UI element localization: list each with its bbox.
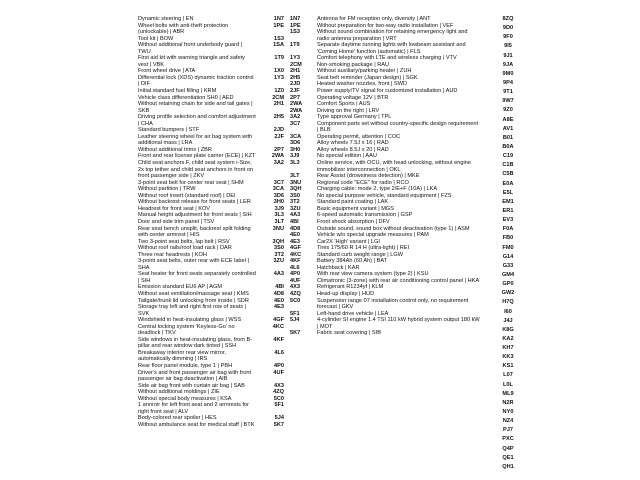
equipment-description: Storage tray left and right first row of seats | SVK [138,304,247,317]
equipment-code: 1X0 [274,68,284,75]
equipment-code: 5C0 [273,395,284,402]
equipment-description: Without additional front underbody guard | TWU [138,42,243,55]
equipment-code: 3L3 [290,160,300,167]
option-code: C5B [502,171,514,178]
option-code: C1B [502,162,514,169]
option-code: K8G [502,326,514,333]
equipment-description: Two 3-point seat belts, lap belt | RSV [138,238,230,245]
option-code: GW2 [501,290,515,297]
equipment-description: 6-speed automatic transmission | GSP [317,212,413,219]
equipment-row [138,101,284,114]
equipment-description: No special purpose vehicle, standard equipment | FZS [317,192,452,199]
equipment-description: 3-point seat belts, outer rear with ECE label | SHA [138,258,249,271]
equipment-code: 2P7 [274,146,284,153]
equipment-code: 4A3 [273,271,284,278]
equipment-code: 3LT [274,218,284,225]
equipment-row [138,271,284,284]
option-code: GM4 [501,271,515,278]
option-code: KA2 [502,335,514,342]
equipment-description: Operating permit, attention | COC [317,133,401,140]
option-code: KH7 [502,345,514,352]
option-code: 9J1 [503,52,513,59]
option-code: G33 [502,262,514,269]
equipment-row [138,324,284,337]
equipment-code: 3H0 [290,146,301,153]
equipment-code: 4ZQ [273,389,284,396]
equipment-code: 5C0 [290,297,301,304]
equipment-description: Suspension range 07 installation control only, no requirement forecast | GKV [317,297,469,311]
equipment-description: Side air bag front with curtain air bag | SAB [138,382,245,389]
equipment-code: 1S3 [274,35,284,42]
equipment-description: 4-cylinder SI engine 1.4 TSI 110 kW hybrid system output 180 kW | MOT [317,317,480,330]
option-code: E5L [502,189,514,196]
option-code: PJ7 [503,427,513,434]
equipment-description: 3-point seat belt for center rear seat | SHM [138,179,244,186]
equipment-code: 3NU [272,225,284,232]
equipment-code: 2WA [290,107,303,114]
equipment-row [290,330,485,337]
equipment-row [138,160,284,180]
option-code: C19 [502,153,514,160]
equipment-description: Breakaway interior rear view mirror, automatically dimming | IRS [138,349,226,363]
equipment-description: Head-up display | HUD [317,290,375,297]
option-code: KK3 [502,354,514,361]
equipment-code: 1T9 [290,42,300,49]
option-code: EV3 [502,217,514,224]
equipment-code: 1Y3 [290,55,300,62]
equipment-description: Differential lock (XDS) dynamic traction control | DIF [138,74,254,88]
option-code: L0L [503,381,513,388]
option-code: L07 [503,372,513,379]
option-code: J4J [503,317,513,324]
option-code: Q4P [502,445,514,452]
equipment-code: 4BI [275,284,284,291]
equipment-description: Without roof insert (standard roof) | DEI [138,192,236,199]
equipment-description: Driving on the right | LRV [317,107,380,114]
equipment-description: Comfort Sports | AUS [317,101,371,108]
option-code: NY0 [502,409,514,416]
option-code: F0A [502,226,514,233]
option-code: 9JA [502,61,514,68]
equipment-code: 4ZQ [290,290,301,297]
equipment-description: Battery 384Ah (60 Ah) | BAT [317,258,388,265]
equipment-code: 3S0 [290,192,300,199]
equipment-code: 2H5 [290,74,301,81]
equipment-description: Seat belt reminder (Japan design) | SGK [317,74,418,81]
equipment-code: 4E3 [290,238,300,245]
equipment-code: 4P0 [274,362,284,369]
equipment-description: Comfort telephony with LTE and wireless charging | VTV [317,55,457,62]
equipment-description: Standard bumpers | STF [138,127,200,134]
equipment-description: Without roof rails/roof load rack | DAR [138,245,232,252]
equipment-description: Operating voltage 12V | BTR [317,94,389,101]
equipment-code: 4E0 [290,232,300,239]
equipment-description: Standard paint coating | LAK [317,199,389,206]
equipment-code: 3ZU [290,205,301,212]
equipment-description: Front shock absorption | DFV [317,218,390,225]
equipment-code: 4D8 [273,290,284,297]
equipment-row [138,422,284,429]
equipment-code: 3A2 [290,114,301,121]
equipment-code: 2H5 [273,114,284,121]
equipment-description: Headrest for front seat | KOV [138,205,211,212]
equipment-row [290,298,485,311]
equipment-description: Without auxiliary/parking heater | ZUH [317,68,412,75]
equipment-description: Side windows in heat-insulating glass, from B-pillar and rear window dark tinted | SSH [138,336,253,350]
equipment-code: 4KC [290,251,302,258]
equipment-code: 3QH [290,186,302,193]
equipment-description: First aid kit with warning triangle and safety vest | VBK [138,55,245,68]
equipment-code: 1N7 [290,16,301,22]
equipment-code: 3NU [290,179,302,186]
equipment-list-middle [290,16,485,337]
equipment-description: Three rear headrests | KOH [138,251,207,258]
equipment-code: 4E0 [274,297,284,304]
equipment-code: 3J9 [274,205,284,212]
equipment-description: Body-colored rear spoiler | HES [138,415,217,422]
equipment-code: 4BI [290,218,299,225]
equipment-description: Antenna for FM reception only, diversity | ANT [317,16,431,22]
equipment-description: Driver's and front passenger air bag with front passenger air bag deactivation | AIB [138,369,251,383]
option-code: ML9 [502,390,514,397]
equipment-description: Manual height adjustment for front seats | SIH [138,212,252,219]
equipment-description: Outside sound, sound box without deactivation (type 1) | ASM [317,225,470,232]
equipment-code: 4L6 [274,349,284,356]
equipment-row [138,370,284,383]
equipment-code: 3D6 [290,140,301,147]
option-code: NZ4 [502,418,514,425]
option-code: N2R [502,399,514,406]
equipment-description: Emission standard EU6 AP | AGM [138,284,223,291]
equipment-code: 3A2 [273,160,284,167]
equipment-row [138,226,284,239]
equipment-description: Fabric seat covering | SIB [317,330,381,337]
equipment-code: 1N7 [273,16,284,22]
option-code: EM1 [502,198,514,205]
option-code: G14 [502,253,514,260]
equipment-row [138,304,284,317]
option-code: ER1 [502,207,514,214]
equipment-description: Component parts set without country-specific design requirement | BLB [317,120,479,134]
equipment-description: Charging cable: mode 2, type 2/E+F (10A) | LKA [317,186,438,193]
equipment-row [138,258,284,271]
equipment-description: Standard curb weight range | LGW [317,251,404,258]
equipment-code: 1SA [273,42,284,49]
equipment-row [290,317,485,330]
equipment-description: Without retaining chain for side and tail gates | SKB [138,101,253,114]
equipment-code: 3J9 [290,153,300,160]
option-code: GP0 [502,281,514,288]
equipment-code: 2P7 [290,94,300,101]
equipment-code: 5K7 [273,421,284,428]
equipment-code: 3S0 [274,245,284,252]
equipment-description: Left-hand drive vehicle | LEA [317,310,389,317]
option-code: QE1 [502,454,514,461]
option-code: 9Z0 [503,107,513,114]
equipment-code: 3C7 [290,120,301,127]
equipment-code: 4X3 [274,382,284,389]
equipment-description: Rear Assist (drowsiness detection) | MKE [317,173,420,180]
equipment-code: 2H1 [290,68,301,75]
option-code: E0A [502,180,514,187]
equipment-description: Hatchback | KAR [317,264,360,271]
equipment-row [290,160,485,173]
equipment-description: Child seat anchors F, child seat system i-Size, 2x top tether and child seat anchors in front on front passenger side | ZKV [138,160,254,180]
equipment-description: Without seat ventilation/massage seat | KMS [138,290,249,297]
equipment-description: 1 annroir for left front seat and 2 armrests for right front seat | ALV [138,402,249,415]
equipment-description: Initial standard fuel filling | KRM [138,88,217,95]
equipment-description: Without preparation for two-way radio installation | VEF [317,22,454,29]
equipment-description: Separate daytime running lights with lowbeam assistant and 'Coming Home' function (automatic) | FLS [317,42,466,55]
option-code: B0A [502,143,514,150]
equipment-code: 5F1 [290,310,300,317]
equipment-code: 4P0 [290,271,300,278]
equipment-code: 5J4 [274,415,284,422]
equipment-description: Dynamic steering | EN [138,16,194,22]
equipment-code: 4KC [272,323,284,330]
equipment-code: 4E3 [274,304,284,311]
equipment-code: 5K7 [290,330,301,337]
equipment-code: 2JF [274,133,284,140]
equipment-description: Alloy wheels 8.5J x 20 | RAD [317,146,389,153]
equipment-code: 4L6 [290,264,300,271]
equipment-description: Climatronic (3-zone) with rear air conditioning control panel | HKA [317,277,480,284]
equipment-description: Front and rear license plate carrier (ECE) | KZT [138,153,256,160]
equipment-row [138,134,284,147]
equipment-code: 2WA [271,153,284,160]
equipment-row [138,402,284,415]
equipment-description: Without partition | TRW [138,186,196,193]
equipment-row [138,55,284,68]
equipment-description: Rear seat bench unsplit, backrest split folding with center armrest | HIS [138,225,251,239]
option-code: PXC [502,436,514,443]
option-code: KS1 [502,363,514,370]
equipment-code: 3D6 [273,192,284,199]
equipment-description: Type approval Germany | TPL [317,114,392,121]
equipment-code: 1Z0 [274,88,284,95]
equipment-code: 4KF [290,258,301,265]
option-code: QH1 [502,463,514,470]
equipment-description: Seat heater for front seats separately controlled | SIH [138,271,256,284]
option-code: FM0 [502,244,514,251]
equipment-code: 1PE [290,22,301,29]
equipment-description: Tires 175/60 R 14 H (ultra-light) | REI [317,245,410,252]
equipment-code: 3T2 [290,199,300,206]
equipment-row [290,42,485,55]
equipment-description: Tailgate/trunk lid unlocking from inside | SDR [138,297,249,304]
option-code: 8ZQ [502,16,514,22]
equipment-description: Tool kit | BOW [138,35,174,42]
equipment-description: With rear view camera system (type 2) | KSU [317,271,429,278]
equipment-description: Alloy wheels 7.5J x 16 | RAD [317,140,389,147]
equipment-description: Windshield in heat-insulating glass | WSS [138,317,242,324]
equipment-description: Basic equipment variant | MGS [317,205,395,212]
equipment-code: 2H1 [273,101,284,108]
equipment-code: 2JF [290,88,300,95]
option-code: 9D0 [502,25,514,32]
option-code: 9M0 [502,70,514,77]
equipment-description: Rear floor panel module, type 1 | PBH [138,362,233,369]
equipment-code: 4A3 [290,212,301,219]
equipment-description: Regional code "ECE" for radio | RCO [317,179,409,186]
option-code: B01 [502,134,514,141]
equipment-description: Without backrest release for front seats | LER [138,199,251,206]
equipment-row [138,337,284,350]
equipment-code: 1PE [273,22,284,29]
option-code: 9W7 [502,98,514,105]
equipment-row [138,350,284,363]
equipment-description: Door and side trim panel | TSV [138,218,215,225]
equipment-row [290,121,485,134]
equipment-description: Central locking system 'Keyless-Go' no deadlock | TKV [138,323,235,337]
option-code: I60 [504,308,512,315]
equipment-code: 3LT [290,173,300,180]
equipment-description: No special edition | AAU [317,153,377,160]
equipment-description: Car2X 'High' variant | LGI [317,238,380,245]
equipment-description: Heated washer nozzles, front | SWD [317,81,408,88]
option-code: 9F0 [503,34,513,41]
equipment-code: 4UF [273,369,284,376]
equipment-description: Front wheel drive | ATA [138,68,196,75]
equipment-description: Vehicle w/o special upgrade measures | PAM [317,232,429,239]
option-code: 9T1 [503,89,513,96]
equipment-code: 1Y3 [274,74,284,81]
equipment-code: 1S3 [290,29,300,36]
equipment-description: Without sound combination for retaining emergency light and radio antenna preparation | VRT [317,29,468,42]
equipment-description: Vehicle class differentiation SH0 | AED [138,94,234,101]
equipment-list-left [138,16,284,428]
equipment-description: Without additional trims | ZBR [138,146,212,153]
equipment-description: Without ambulance seat for medical staff | BTK [138,421,255,428]
equipment-code: 2JD [273,127,284,134]
equipment-description: Without additional moldings | ZIE [138,389,220,396]
option-code: 9P4 [503,79,513,86]
equipment-code: 4GF [273,317,284,324]
option-code: A8E [502,116,514,123]
option-code: FB0 [502,235,514,242]
equipment-code: 2WA [290,101,303,108]
equipment-row [138,42,284,55]
equipment-code: 3CA [272,186,284,193]
equipment-row [138,114,284,127]
equipment-code: 3QH [272,238,284,245]
option-code: AV1 [502,125,514,132]
equipment-code: 3CA [290,133,302,140]
equipment-description: Wheel bolts with anti-theft protection (unlockable) | ABR [138,22,229,36]
equipment-row [138,23,284,36]
equipment-code: 5J4 [290,317,300,324]
equipment-code: 4UF [290,277,301,284]
code-list-right [488,16,528,473]
equipment-code: 4GF [290,245,301,252]
equipment-description: Leather steering wheel for air bag system with additional mass | LRA [138,133,253,147]
equipment-code: 3L3 [274,212,284,219]
equipment-code: 4D8 [290,225,301,232]
option-code: 9I5 [504,43,512,50]
equipment-description: Without special body measures | KSA [138,395,232,402]
equipment-description: Online service, with OCU, with head unlocking, without engine immobilizer interconnection | OKL [317,160,471,173]
equipment-code: 3C7 [273,179,284,186]
equipment-code: 5F1 [274,402,284,409]
equipment-code: 4KF [273,336,284,343]
equipment-description: Non-smoking package | RAU [317,61,390,68]
equipment-code: 3T2 [274,251,284,258]
option-code: H7Q [502,299,514,306]
equipment-code: 2CM [290,61,302,68]
equipment-description: Power supply/TV signal for customized installation | AUD [317,88,458,95]
equipment-code: 3H0 [273,199,284,206]
equipment-row [138,75,284,88]
equipment-code: 2JD [290,81,301,88]
equipment-description: Refrigerant R1234yf | KLM [317,284,384,291]
equipment-code: 3ZU [273,258,284,265]
equipment-code: 4X3 [290,284,300,291]
equipment-row [290,29,485,42]
equipment-code: 2CM [272,94,284,101]
equipment-code: 1T9 [274,55,284,62]
equipment-description: Driving profile selection and comfort adjustment | CHA [138,114,256,127]
